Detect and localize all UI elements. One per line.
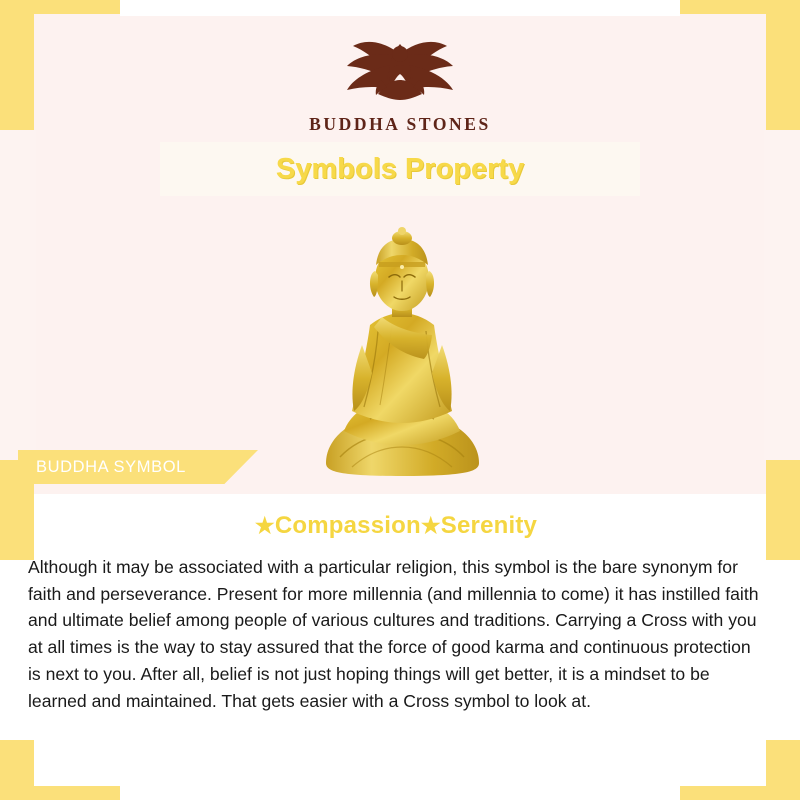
content-panel bbox=[28, 494, 766, 786]
headline-word-compassion: Compassion bbox=[274, 512, 421, 539]
content-headline bbox=[28, 494, 764, 540]
frame-notch-top bbox=[120, 0, 680, 16]
section-ribbon-label: BUDDHA SYMBOL bbox=[36, 458, 186, 476]
brand-name: BUDDHA STONES bbox=[309, 114, 491, 134]
brand-logo bbox=[0, 24, 800, 135]
headline-word-serenity: Serenity bbox=[440, 512, 538, 539]
buddha-statue-icon bbox=[300, 205, 505, 485]
frame-notch-bottom bbox=[120, 784, 680, 800]
title-band bbox=[160, 142, 640, 196]
lotus-meditation-figure-icon bbox=[315, 24, 485, 110]
star-icon-left: ★ bbox=[254, 513, 275, 538]
buddha-statue-illustration bbox=[300, 205, 505, 485]
frame-notch-left-upper bbox=[0, 130, 36, 460]
star-icon-middle: ★ bbox=[420, 513, 441, 538]
page-title: Symbols Property bbox=[275, 153, 525, 185]
content-paragraph: Although it may be associated with a particular religion, this symbol is the bare synonym for faith and perseverance. Present for more millennia (and millennia to come) it has instilled faith and ultimate belief among people of various cultures and traditions. Carrying a Cross with you at all times is the way to stay assured that the force of good karma and continuous protection is next to you. After all, belief is not just hoping things will get better, it is a mindset to be learned and maintained. That gets easier with a Cross symbol to look at. bbox=[28, 557, 759, 711]
frame-notch-right-upper bbox=[764, 130, 800, 460]
